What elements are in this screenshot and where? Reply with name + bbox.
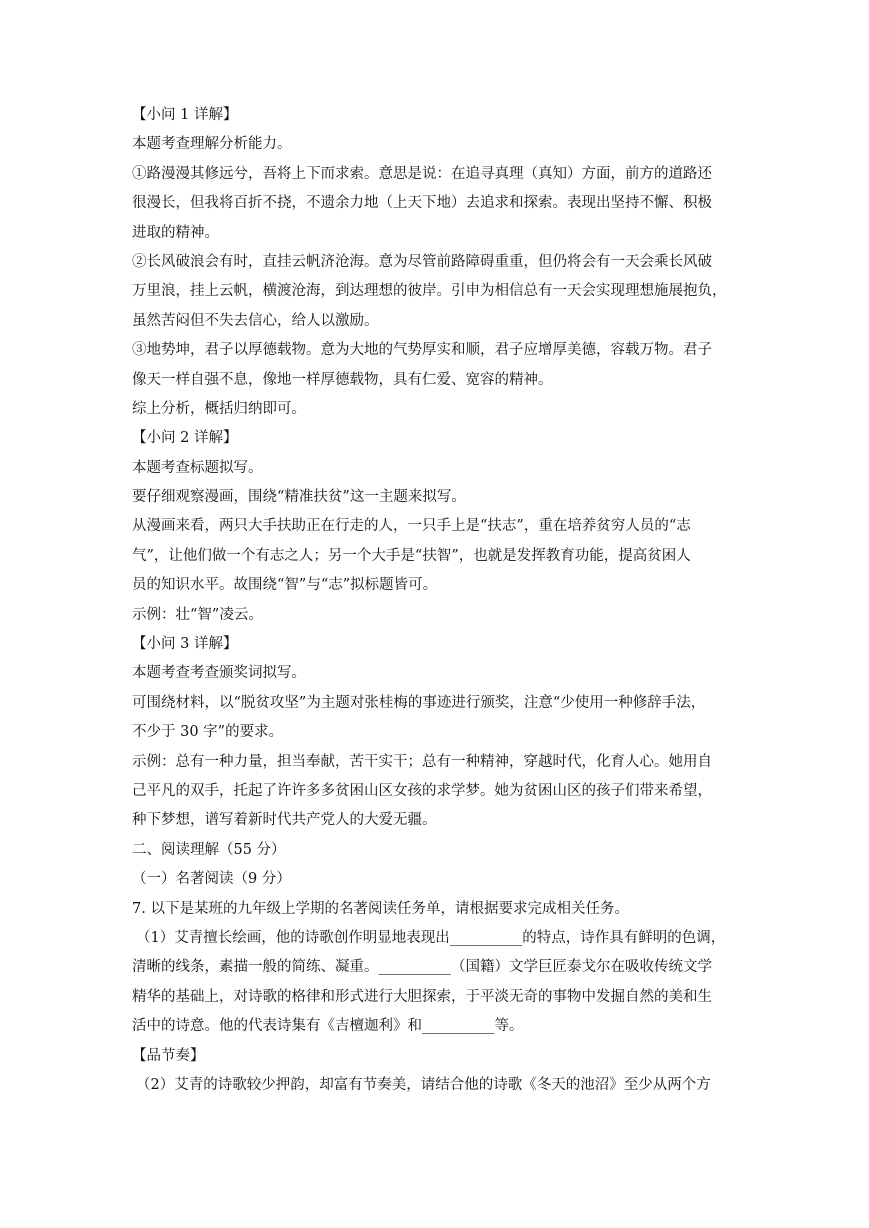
text-line: 示例：总有一种力量，担当奉献，苦干实干；总有一种精神，穿越时代，化育人心。她用自 — [132, 753, 712, 770]
text-line: 进取的精神。 — [132, 224, 219, 241]
text-line: ③地势坤，君子以厚德载物。意为大地的气势厚实和顺，君子应增厚美德，容载万物。君子 — [132, 342, 712, 359]
text-line: 从漫画来看，两只大手扶助正在行走的人，一只手上是“扶志”，重在培养贫穷人员的“志 — [132, 518, 691, 535]
text-line: 不少于 30 字”的要求。 — [132, 724, 284, 741]
text-line: 活中的诗意。他的代表诗集有《吉檀迦利》和__________等。 — [132, 1018, 524, 1035]
section-heading-q3: 【小问 3 详解】 — [132, 636, 238, 653]
text-line: 综上分析，概括归纳即可。 — [132, 400, 306, 417]
text-line: 虽然苦闷但不失去信心，给人以激励。 — [132, 312, 379, 329]
section-heading-q1: 【小问 1 详解】 — [132, 107, 238, 123]
text-line: ②长风破浪会有时，直挂云帆济沧海。意为尽管前路障碍重重，但仍将会有一天会乘长风破 — [132, 253, 712, 270]
text-line: 很漫长，但我将百折不挠，不遗余力地（上天下地）去追求和探索。表现出坚持不懈、积极 — [132, 195, 712, 212]
text-line: 本题考查考查颁奖词拟写。 — [132, 665, 306, 682]
text-line: 己平凡的双手，托起了许许多多贫困山区女孩的求学梦。她为贫困山区的孩子们带来希望， — [132, 782, 712, 799]
text-line: 万里浪，挂上云帆，横渡沧海，到达理想的彼岸。引申为相信总有一天会实现理想施展抱负， — [132, 283, 727, 300]
question-7: 7. 以下是某班的九年级上学期的名著阅读任务单，请根据要求完成相关任务。 — [132, 900, 629, 917]
text-line: 清晰的线条，素描一般的简练、凝重。__________（国籍）文学巨匠泰戈尔在吸收传统文学 — [132, 959, 712, 976]
text-line: 像天一样自强不息，像地一样厚德载物，具有仁爱、宽容的精神。 — [132, 371, 553, 388]
text-line: 种下梦想，谱写着新时代共产党人的大爱无疆。 — [132, 812, 437, 829]
text-line: （1）艾青擅长绘画，他的诗歌创作明显地表现出__________的特点，诗作具有鲜明的色调， — [136, 929, 726, 946]
section-heading-q2: 【小问 2 详解】 — [132, 430, 238, 447]
text-line: 本题考查标题拟写。 — [132, 459, 263, 476]
text-line: 员的知识水平。故围绕“智”与“志”拟标题皆可。 — [132, 577, 438, 594]
part-heading: 二、阅读理解（55 分） — [132, 841, 286, 858]
text-line: 本题考查理解分析能力。 — [132, 136, 292, 153]
text-line: 可围绕材料，以“脱贫攻坚”为主题对张桂梅的事迹进行颁奖，注意“少使用一种修辞手法， — [132, 694, 706, 711]
text-line: 气”，让他们做一个有志之人；另一个大手是“扶智”，也就是发挥教育功能，提高贫困人 — [132, 547, 691, 564]
text-line: （2）艾青的诗歌较少押韵，却富有节奏美，请结合他的诗歌《冬天的池沼》至少从两个方 — [136, 1076, 711, 1093]
text-line: ①路漫漫其修远兮，吾将上下而求索。意思是说：在追寻真理（真知）方面，前方的道路还 — [132, 165, 712, 182]
text-line: 要仔细观察漫画，围绕“精准扶贫”这一主题来拟写。 — [132, 489, 466, 506]
sub-heading: （一）名著阅读（9 分） — [132, 871, 291, 888]
text-line: 精华的基础上，对诗歌的格律和形式进行大胆探索，于平淡无奇的事物中发掘自然的美和生 — [132, 988, 712, 1005]
text-line: 示例：壮“智”凌云。 — [132, 606, 263, 623]
section-heading-rhythm: 【品节奏】 — [132, 1047, 205, 1064]
